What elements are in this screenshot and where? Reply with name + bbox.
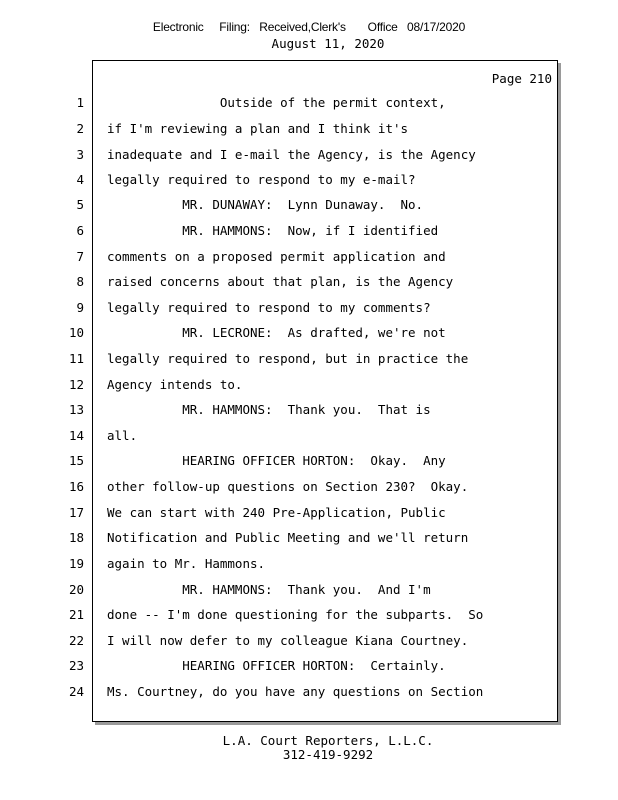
transcript-line: Outside of the permit context, xyxy=(107,95,446,110)
page-number: Page 210 xyxy=(491,71,552,86)
transcript-line: Agency intends to. xyxy=(107,377,243,392)
line-number: 1 xyxy=(76,95,84,110)
line-number: 2 xyxy=(76,121,84,136)
line-number: 3 xyxy=(76,147,84,162)
transcript-line: HEARING OFFICER HORTON: Certainly. xyxy=(107,658,446,673)
line-number: 23 xyxy=(68,658,84,673)
transcript-line: all. xyxy=(107,428,138,443)
transcript-line: again to Mr. Hammons. xyxy=(107,556,266,571)
line-number: 13 xyxy=(68,402,84,417)
line-number: 9 xyxy=(76,300,84,315)
transcript-line: MR. DUNAWAY: Lynn Dunaway. No. xyxy=(107,197,424,212)
line-number: 20 xyxy=(68,582,84,597)
transcript-line: if I'm reviewing a plan and I think it's xyxy=(107,121,409,136)
transcript-line: MR. HAMMONS: Now, if I identified xyxy=(107,223,439,238)
line-number: 11 xyxy=(68,351,84,366)
filing-stamp: Electronic Filing: Received,Clerk's Office 08/17/2020 xyxy=(152,20,466,34)
line-number: 21 xyxy=(68,607,84,622)
reporter-company: L.A. Court Reporters, L.L.C. xyxy=(222,733,434,748)
line-number: 6 xyxy=(76,223,84,238)
transcript-line: I will now defer to my colleague Kiana Courtney. xyxy=(107,633,469,648)
transcript-line: legally required to respond to my e-mail? xyxy=(107,172,416,187)
line-number: 8 xyxy=(76,274,84,289)
transcript-line: HEARING OFFICER HORTON: Okay. Any xyxy=(107,453,446,468)
line-number: 15 xyxy=(68,453,84,468)
transcript-line: legally required to respond, but in practice the xyxy=(107,351,469,366)
line-number: 24 xyxy=(68,684,84,699)
transcript-line: MR. HAMMONS: Thank you. And I'm xyxy=(107,582,431,597)
line-number: 10 xyxy=(68,325,84,340)
line-number: 4 xyxy=(76,172,84,187)
line-number: 16 xyxy=(68,479,84,494)
line-number: 17 xyxy=(68,505,84,520)
transcript-line: MR. LECRONE: As drafted, we're not xyxy=(107,325,446,340)
transcript-line: MR. HAMMONS: Thank you. That is xyxy=(107,402,431,417)
reporter-phone: 312-419-9292 xyxy=(282,747,374,762)
transcript-line: done -- I'm done questioning for the subparts. So xyxy=(107,607,484,622)
transcript-line: other follow-up questions on Section 230? Okay. xyxy=(107,479,469,494)
line-number: 5 xyxy=(76,197,84,212)
transcript-line: Ms. Courtney, do you have any questions on Section xyxy=(107,684,484,699)
line-number: 18 xyxy=(68,530,84,545)
line-number: 14 xyxy=(68,428,84,443)
line-number: 12 xyxy=(68,377,84,392)
line-number: 7 xyxy=(76,249,84,264)
transcript-line: comments on a proposed permit application and xyxy=(107,249,446,264)
transcript-line: We can start with 240 Pre-Application, Public xyxy=(107,505,446,520)
transcript-line: raised concerns about that plan, is the Agency xyxy=(107,274,454,289)
hearing-date: August 11, 2020 xyxy=(271,36,385,51)
line-number: 22 xyxy=(68,633,84,648)
line-number: 19 xyxy=(68,556,84,571)
transcript-line: Notification and Public Meeting and we'll return xyxy=(107,530,469,545)
transcript-line: inadequate and I e-mail the Agency, is the Agency xyxy=(107,147,476,162)
transcript-line: legally required to respond to my comments? xyxy=(107,300,431,315)
